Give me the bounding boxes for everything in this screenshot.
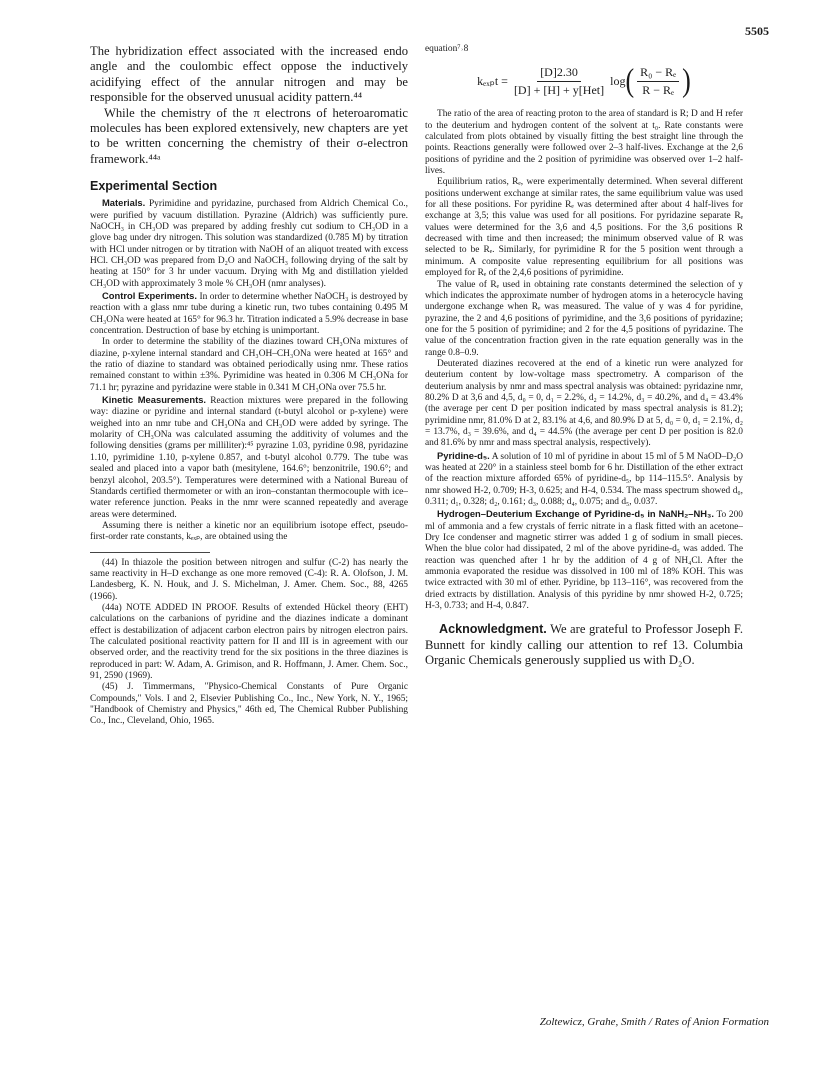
control-label: Control Experiments. xyxy=(102,290,197,301)
acknowledgment-paragraph xyxy=(425,622,743,668)
equation-denominator: [D] + [H] + y[Het] xyxy=(513,82,605,97)
rate-equation xyxy=(425,61,743,101)
equation-log: log xyxy=(610,73,626,88)
hd-exchange-label: Hydrogen–Deuterium Exchange of Pyridine-d₅ in NaNH₂–NH₃. xyxy=(437,508,714,520)
footnote-45: (45) J. Timmermans, "Physico-Chemical Constants of Pure Organic Compounds," Vols. I and 2, Elsevier Publishing Co., Inc., New York, N. Y., 1965; "Handbook of Chemistry and Physics," 46th ed, The Chemical Rubber Publishing Co., Inc., Cleveland, Ohio, 1965. xyxy=(90,682,408,727)
control-paragraph xyxy=(90,290,408,337)
left-column xyxy=(90,44,408,728)
kinetic-text: Reaction mixtures were prepared in the following way: diazine or pyridine and internal standard (t-butyl alcohol or p-xylene) were weighed into an nmr tube and CH₃ONa and CH₃OD were added by syringe. The molarity of CH₃ONa was calculated assuming the additivity of volumes and the following densities (grams per milliliter):⁴⁵ pyrazine 1.03, pyridine 0.98, pyridazine 1.10, pyrimidine 1.10, p-xylene 0.857, and t-butyl alcohol 0.779. The tube was sealed and placed into a vapor bath (mesitylene, 164.6°; benzonitrile, 190.6°; and benzyl alcohol, 203.5°). Temperatures were determined with a National Bureau of Standards certified thermometer or with an iron–constantan thermocouple with ice–water reference junction. Peaks in the nmr were scanned repeatedly and average areas were determined. xyxy=(90,396,408,520)
equation-inner-numerator: R₀ − Rₑ xyxy=(637,65,679,82)
pyridine-paragraph xyxy=(425,450,743,509)
hd-exchange-text: To 200 ml of ammonia and a few crystals of ferric nitrate in a flask fitted with an acetone–Dry Ice condenser and magnetic stirrer was added 1 g of sodium in small pieces. When the blue color had dissipated, 2 ml of the above pyridine-d₅ was added. The reaction was quenched after 1 hr by the addition of 4 g of NH₄Cl. After the ammonia evaporated the residue was dissolved in 100 ml of 18% KOH. This was twice extracted with 30 ml of ether. Pyridine, bp 113–116°, was recovered from the dried extracts by distillation. Analysis of this pyridine by nmr showed H-2, 0.725; H-3, 0.733; and H-4, 0.847. xyxy=(425,510,743,612)
equation-lhs: kₑₓₚt = xyxy=(477,73,508,88)
right-column xyxy=(425,44,743,681)
pyridine-text: A solution of 10 ml of pyridine in about 15 ml of 5 M NaOD–D₂O was heated at 220° in a stainless steel bomb for 6 hr. Distillation of the ether extract of the reaction mixture afforded 65% of pyridine-d₅, bp 114–115.5°. Analysis by nmr showed H-2, 0.709; H-3, 0.625; and H-4, 0.534. The mass spectrum showed d₀, 0.311; d₁, 0.328; d₂, 0.161; d₃, 0.088; d₄, 0.075; and d₅, 0.037. xyxy=(425,451,743,508)
y-value-paragraph: The value of Rₑ used in obtaining rate constants determined the selection of y which indicates the approximate number of hydrogen atoms in a heterocycle having undergone exchange when Rₑ was measured. The value of y was 4 for pyridine, pyrazine, the 2 and 4,6 positions of pyrimidine, and the 3,6 positions of pyridazine; one for the 5 position of pyrimidine; and 2 for the 4,5 positions of pyridazine. The value of the concentration fraction given in the rate equation generally was in the range 0.8–0.9. xyxy=(425,279,743,358)
intro-paragraph-1: The hybridization effect associated with the increased endo angle and the coulombic effect oppose the inductively acidifying effect of the annular nitrogen and may be responsible for the observed unusual acidity pattern.⁴⁴ xyxy=(90,44,408,105)
kinetic-paragraph xyxy=(90,394,408,521)
materials-text: Pyrimidine and pyridazine, purchased from Aldrich Chemical Co., were purified by vacuum distillation. Pyrazine (Aldrich) was sufficiently pure. NaOCH₃ in CH₃OD was prepared by adding freshly cut sodium to CH₃OD in a glove bag under dry nitrogen. This solution was standardized (0.785 M) by titration with HCl under nitrogen or by titration with NaOH of an aliquot treated with excess HCl. CH₃OD was prepared from D₂O and NaOCH₃ following drying of the salt by heating at 150° for 3 hr under vacuum. Drying with Mg and distillation yielded CH₃OD with approximately 3 mole % CH₃OH (nmr analyses). xyxy=(90,199,408,289)
running-footer: Zoltewicz, Grahe, Smith / Rates of Anion Formation xyxy=(539,1016,769,1028)
footnote-divider xyxy=(90,552,210,553)
materials-paragraph xyxy=(90,197,408,290)
hd-exchange-paragraph xyxy=(425,508,743,612)
section-heading: Experimental Section xyxy=(90,179,218,194)
deuterated-paragraph: Deuterated diazines recovered at the end of a kinetic run were analyzed for deuterium content by low-voltage mass spectrometry. A comparison of the deuterium analysis by nmr and mass spectral analysis was obtained: pyridazine nmr, 80.2% D at 3,6 and 4,5, d₀ = 0, d₁ = 2.2%, d₂ = 14.2%, d₃ = 40.2%, and d₄ = 43.4% (the average per cent D per position indicated by mass spectral analysis is 81.2); pyrimidine nmr, 81.0% D at 2, 83.1% at 4,6, and 80.9% D at 5, d₀ = 0, d₁ = 2.1%, d₂ = 13.7%, d₃ = 39.6%, and d₄ = 44.5% (the average per cent D per position is 82.0 and 81.6% by nmr and mass spectral analysis, respectively). xyxy=(425,358,743,449)
footnote-44: (44) In thiazole the position between nitrogen and sulfur (C-2) has nearly the same reactivity in H–D exchange as one more removed (C-4): R. A. Olofson, J. M. Landesberg, K. N. Houk, and J. S. Michelman, J. Amer. Chem. Soc., 88, 4265 (1966). xyxy=(90,557,408,602)
intro-paragraph-2: While the chemistry of the π electrons of heteroaromatic molecules has been explored extensively, new chapters are yet to be written concerning the chemistry of their σ-electron framework.⁴⁴ᵃ xyxy=(90,105,408,166)
equation-fraction xyxy=(511,65,607,98)
equation-numerator: [D]2.30 xyxy=(537,65,581,82)
right-paren: ) xyxy=(682,62,691,99)
equation-lead: equation⁷˒8 xyxy=(425,44,469,54)
control-paragraph-2: In order to determine the stability of the diazines toward CH₃ONa mixtures of diazine, p-xylene internal standard and CH₃OH–CH₃ONa were heated at 165° and the ratio of diazine to standard was obtained periodically using nmr. These ratios remained constant to within ±3%. Pyrimidine was heated in 0.306 M CH₃ONa for 71.1 hr; pyrazine and pyridazine were stable in 0.341 M CH₃ONa over 75.5 hr. xyxy=(90,337,408,393)
kinetic-paragraph-2: Assuming there is neither a kinetic nor an equilibrium isotope effect, pseudo-first-order rate constants, kₑₓₚ, are obtained using the xyxy=(90,520,408,543)
materials-label: Materials. xyxy=(102,197,146,209)
pyridine-label: Pyridine-d₅. xyxy=(437,449,490,461)
kinetic-label: Kinetic Measurements. xyxy=(102,394,207,406)
footnote-44a: (44a) NOTE ADDED IN PROOF. Results of extended Hückel theory (EHT) calculations on the carbanions of pyridine and the diazines indicate a dominant effect is destabilization of adjacent carbon electron pairs by nitrogen electron pairs. The calculated positional reactivity pattern for II and III is in agreement with our observed order, and the reactivity trend for the six positions in the three diazines is reproduced in part: W. Adam, A. Grimison, and R. Hoffmann, J. Amer. Chem. Soc., 91, 2590 (1969). xyxy=(90,602,408,681)
equation-inner-denominator: R − Rₑ xyxy=(642,82,675,97)
ratio-paragraph: The ratio of the area of reacting proton to the area of standard is R; D and H refer to the deuterium and hydrogen content of the solvent at t₀. Rate constants were calculated from plots obtained by visually fitting the best straight line through the points. Reactions generally were followed over 2–3 half-lives. Exchange at the 2,6 positions of pyridine and the 2 position of pyrimidine was observed over 1–2 half-lives. xyxy=(425,109,743,177)
page-number: 5505 xyxy=(745,24,769,38)
acknowledgment-label: Acknowledgment. xyxy=(439,622,547,637)
left-paren: ( xyxy=(625,62,635,99)
acknowledgment-text: We are grateful to Professor Joseph F. Bunnett for kindly calling our attention to ref 13. Columbia Organic Chemicals generously supplied us with D₂O. xyxy=(425,622,743,668)
control-text: In order to determine whether NaOCH₃ is destroyed by reaction with a glass nmr tube during a kinetic run, two tubes containing 0.495 M CH₃ONa were heated at 165° for 96.3 hr. Titration indicated a 5.9% decrease in base concentration. Destruction of base by etching is unimportant. xyxy=(90,292,408,337)
equation-inner-fraction xyxy=(637,65,679,98)
equilibrium-paragraph: Equilibrium ratios, Rₑ, were experimentally determined. When several different positions underwent exchange at similar rates, the same equilibrium value was used for all these positions. For pyridine Rₑ was determined after about 4 half-lives for exchange at 3,5; this value was used for all positions. For pyridazine separate Rₑ values were determined for the 3,6 and 4,5 positions. For the 3,6 positions R decreased with time and then increased; the minimum observed value of R was selected to be Rₑ. Similarly, for pyrimidine R for the 5 position went through a minimum. A composite value representing equilibrium for all positions was employed for Rₑ of the 2,4,6 positions of pyrimidine. xyxy=(425,177,743,279)
